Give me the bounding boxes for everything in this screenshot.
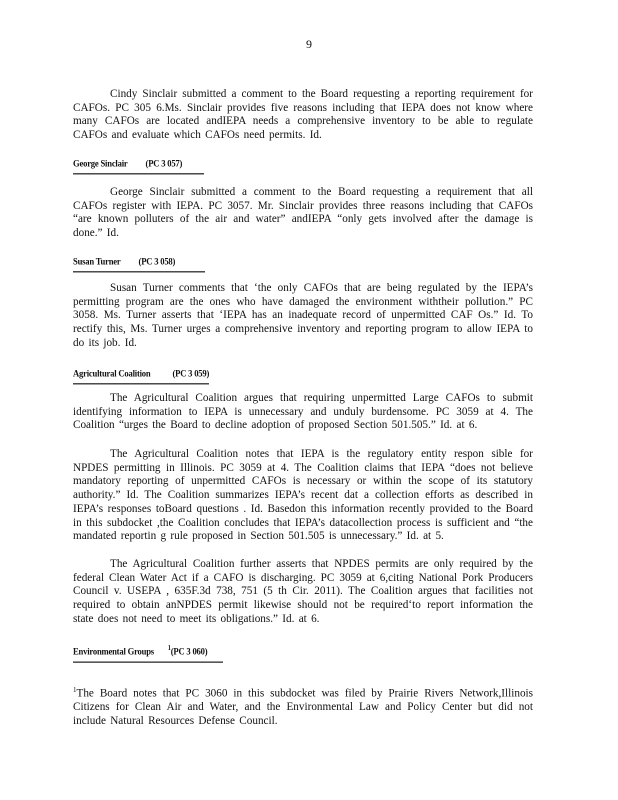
heading-george-sinclair [73, 156, 204, 174]
heading-environmental-groups [73, 642, 223, 662]
heading-agricultural-coalition [73, 366, 209, 384]
paragraph-text: The Agricultural Coalition further asserts that NPDES permits are only required by the federal Clean Water Act if a CAFO is discharging. PC 3059 at 6,citing National Pork Producers Council v. USEPA , 635F.3d 738, 751 (5 th Cir. 2011). The Coalition argues that facilities not required to obtain anNPDES permit likewise should not be required‘to report information the state does not need to meet its obligations.” Id. at 6. [73, 558, 533, 625]
paragraph-text: The Agricultural Coalition argues that requiring unpermitted Large CAFOs to submit identifying information to IEPA is unnecessary and unduly burdensome. PC 3059 at 4. The Coalition “urges the Board to decline adoption of proposed Section 501.505.” Id. at 6. [73, 392, 533, 432]
paragraph-text: Susan Turner comments that ‘the only CAFOs that are being regulated by the IEPA’s permitting program are the ones who have damaged the environment withtheir pollution.” PC 3058. Ms. Turner asserts that ‘IEPA has an inadequate record of unpermitted CAF Os.” Id. To rectify this, Ms. Turner urges a comprehensive inventory and reporting program to allow IEPA to do its job. Id. [73, 282, 533, 349]
heading-pc: (PC 3 060) [170, 645, 208, 657]
paragraph-text: Cindy Sinclair submitted a comment to the Board requesting a reporting requirement for CAFOs. PC 305 6.Ms. Sinclair provides five reasons including that IEPA does not know where many CAFOs are located andIEPA needs a comprehensive inventory to be able to regulate CAFOs and evaluate which CAFOs need permits. Id. [73, 88, 533, 142]
heading-pc: (PC 3 059) [172, 367, 210, 379]
heading-name: Agricultural Coalition [73, 367, 151, 379]
heading-pc: (PC 3 057) [145, 157, 183, 169]
heading-pc: (PC 3 058) [138, 255, 176, 267]
susan-turner-paragraph [73, 282, 533, 351]
agricultural-coalition-paragraph-3 [73, 558, 533, 627]
agricultural-coalition-paragraph-1 [73, 392, 533, 433]
george-sinclair-paragraph [73, 186, 533, 241]
footnote-marker: 1 [167, 645, 171, 653]
heading-name: George Sinclair [73, 157, 128, 169]
agricultural-coalition-paragraph-2 [73, 448, 533, 544]
footnote [73, 684, 533, 729]
page-number: 9 [306, 37, 312, 51]
cindy-sinclair-paragraph [73, 88, 533, 143]
heading-susan-turner [73, 254, 205, 272]
footnote-text: The Board notes that PC 3060 in this subdocket was filed by Prairie Rivers Network,Illinois Citizens for Clean Air and Water, and the Environmental Law and Policy Center but did not include Natural Resources Defense Council. [73, 687, 533, 728]
paragraph-text: The Agricultural Coalition notes that IEPA is the regulatory entity respon sible for NPDES permitting in Illinois. PC 3059 at 4. The Coalition claims that IEPA “does not believe mandatory reporting of unpermitted CAFOs is necessary or within the scope of its statutory authority.” Id. The Coalition summarizes IEPA’s recent dat a collection efforts as described in IEPA’s responses toBoard questions . Id. Basedon this information recently provided to the Board in this subdocket ,the Coalition concludes that IEPA’s datacollection process is sufficient and “the mandated reportin g rule proposed in Section 501.505 is unnecessary.” Id. at 5. [73, 448, 533, 543]
paragraph-text: George Sinclair submitted a comment to the Board requesting a requirement that all CAFOs register with IEPA. PC 3057. Mr. Sinclair provides three reasons including that CAFOs “are known polluters of the air and water” andIEPA “only gets involved after the damage is done.” Id. [73, 186, 533, 240]
heading-name: Susan Turner [73, 255, 121, 267]
heading-name: Environmental Groups [73, 645, 154, 657]
footnote-number: 1 [73, 686, 77, 694]
